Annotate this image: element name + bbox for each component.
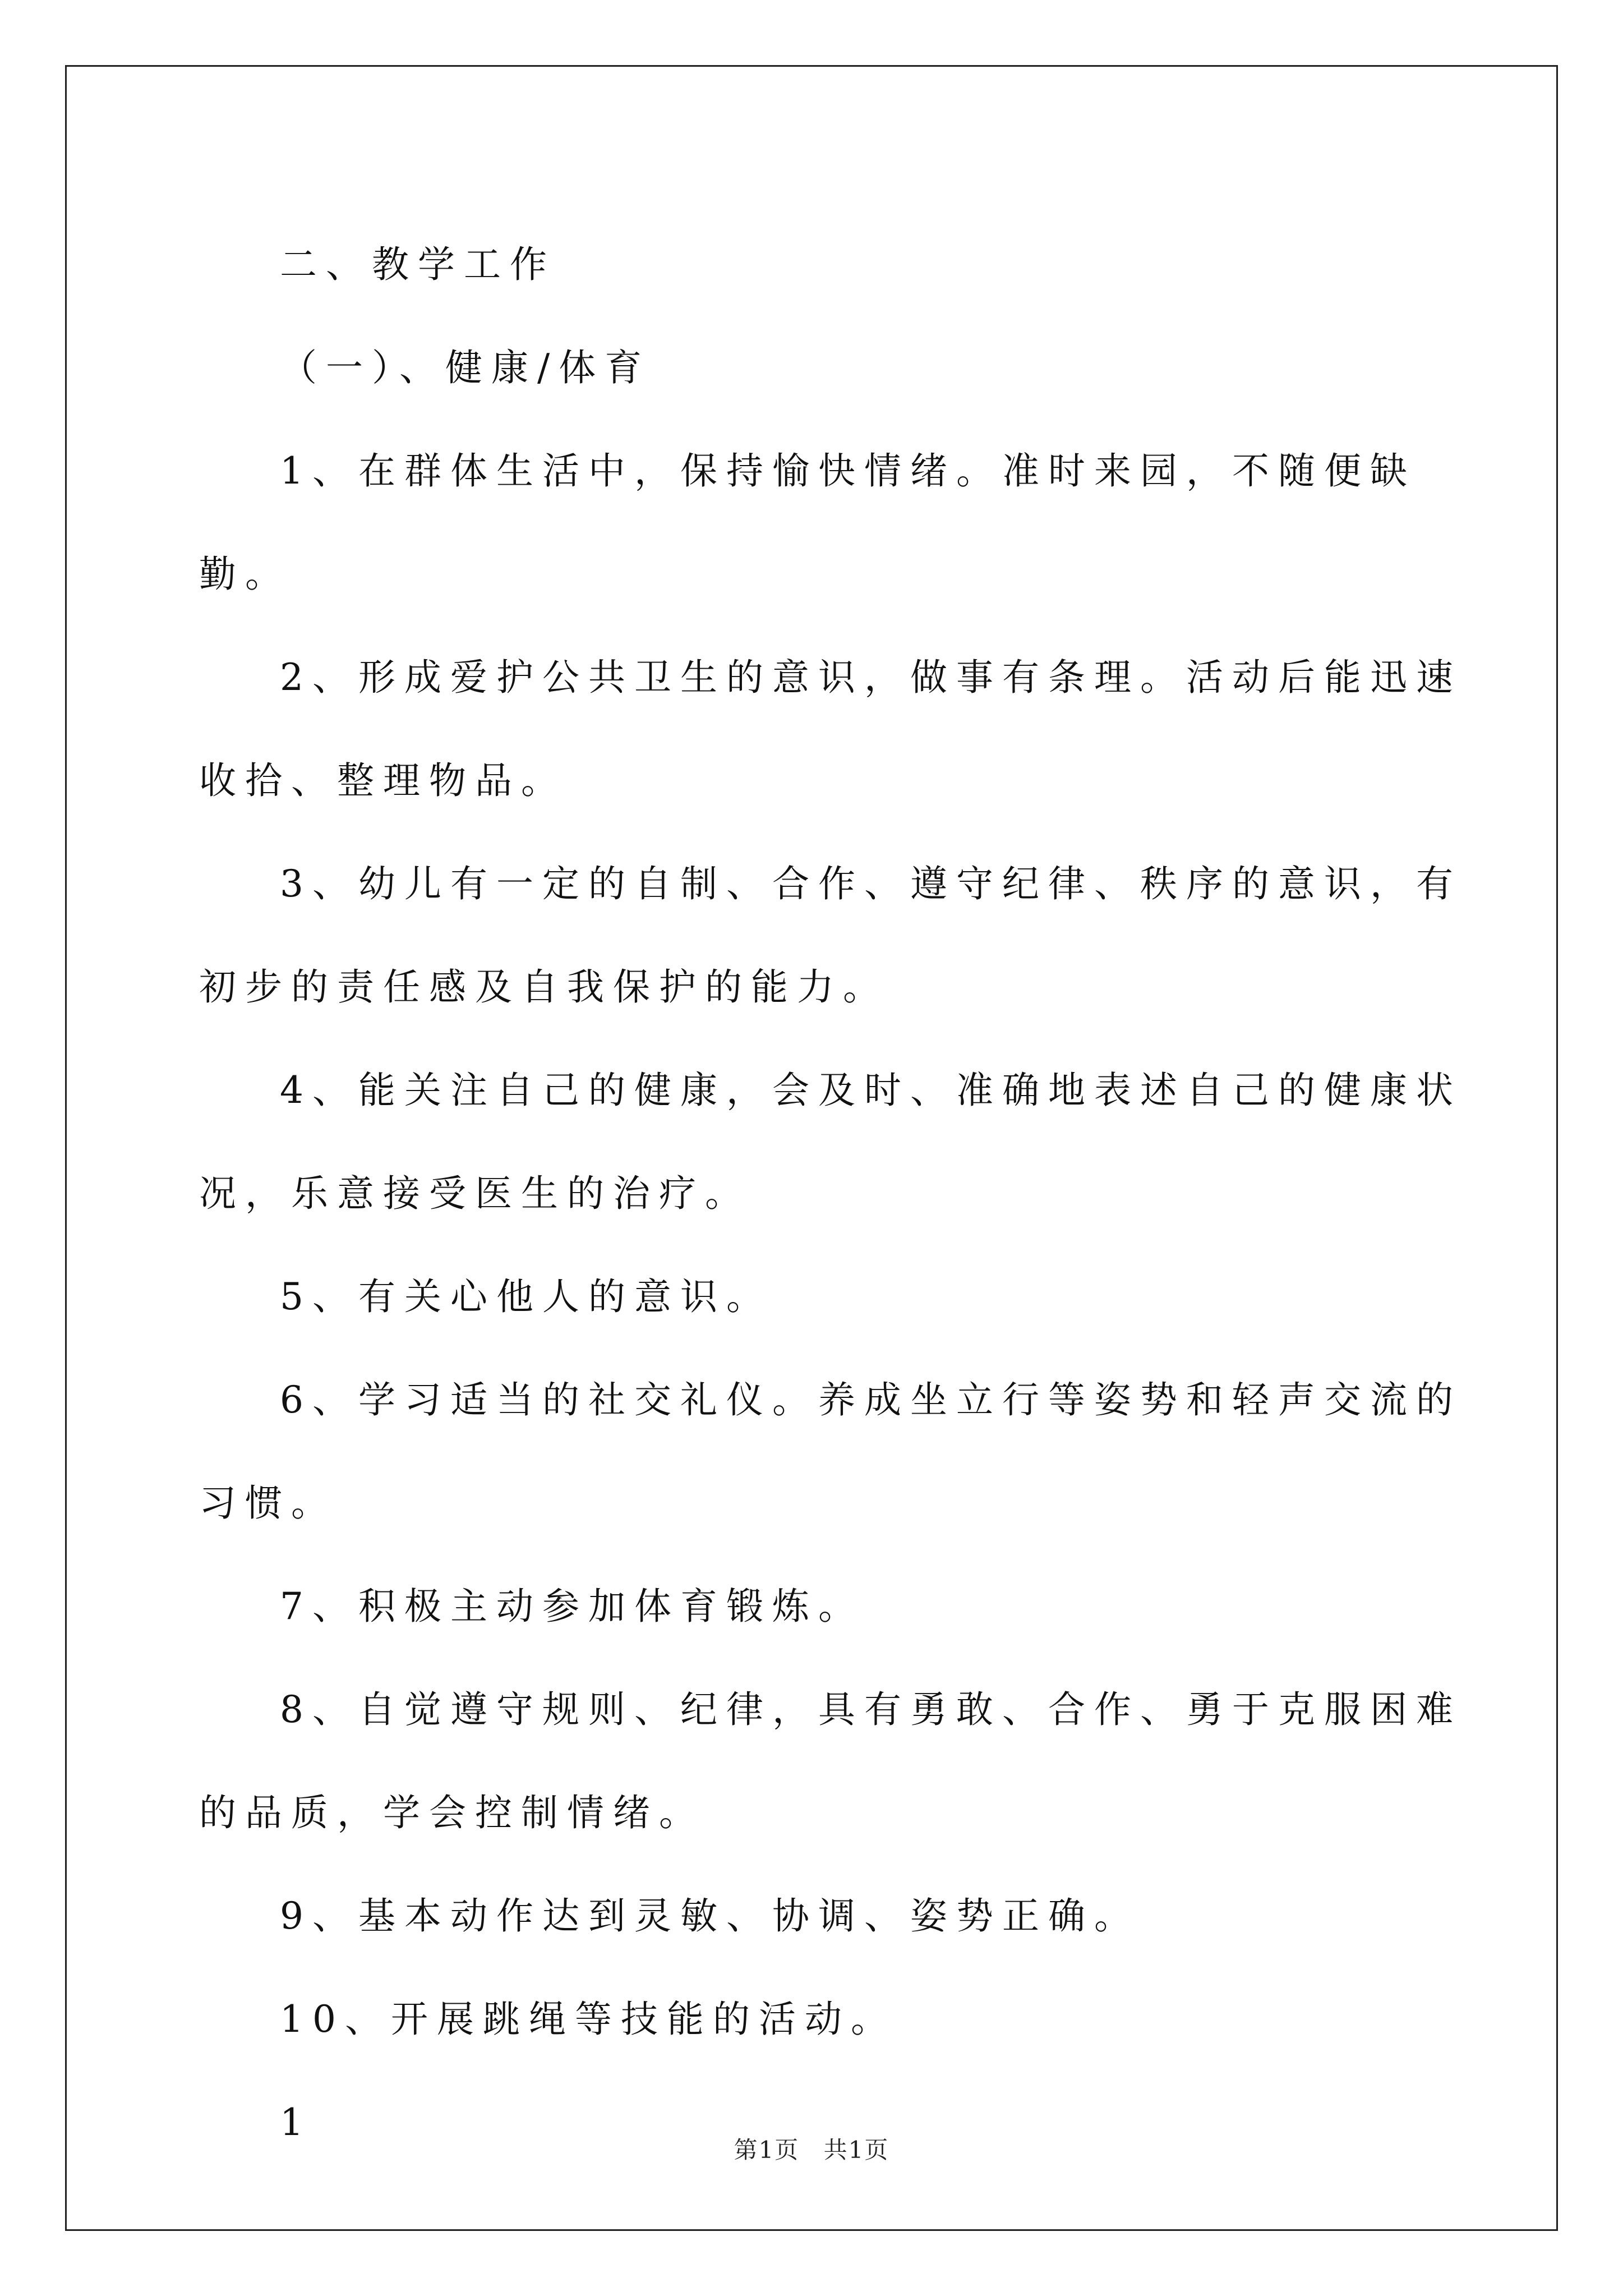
- footer-current-page: 第1页: [734, 2136, 800, 2164]
- paragraph-item-2: 2、形成爱护公共卫生的意识，做事有条理。活动后能迅速收拾、整理物品。: [199, 656, 1462, 802]
- section-heading: 二、教学工作: [280, 243, 556, 286]
- paragraph-item-10: 10、开展跳绳等技能的活动。: [280, 1998, 897, 2041]
- footer-total-pages: 共1页: [823, 2136, 889, 2164]
- paragraph-item-8: 8、自觉遵守规则、纪律，具有勇敢、合作、勇于克服困难的品质，学会控制情绪。: [199, 1688, 1462, 1834]
- paragraph-item-6: 6、学习适当的社交礼仪。养成坐立行等姿势和轻声交流的习惯。: [199, 1378, 1462, 1525]
- paragraph-item-9: 9、基本动作达到灵敏、协调、姿势正确。: [280, 1894, 1140, 1938]
- subsection-heading: （一）、健康/体育: [280, 346, 651, 389]
- document-body: [199, 213, 1478, 2174]
- page-footer: [0, 2132, 1623, 2165]
- paragraph-item-5: 5、有关心他人的意识。: [280, 1275, 772, 1318]
- paragraph-item-4: 4、能关注自己的健康，会及时、准确地表述自己的健康状况，乐意接受医生的治疗。: [199, 1069, 1462, 1215]
- page-number-text: 1: [280, 2101, 312, 2144]
- paragraph-item-1: 1、在群体生活中，保持愉快情绪。准时来园，不随便缺勤。: [199, 449, 1416, 596]
- paragraph-item-7: 7、积极主动参加体育锻炼。: [280, 1585, 864, 1628]
- paragraph-item-3: 3、幼儿有一定的自制、合作、遵守纪律、秩序的意识，有初步的责任感及自我保护的能力。: [199, 862, 1462, 1009]
